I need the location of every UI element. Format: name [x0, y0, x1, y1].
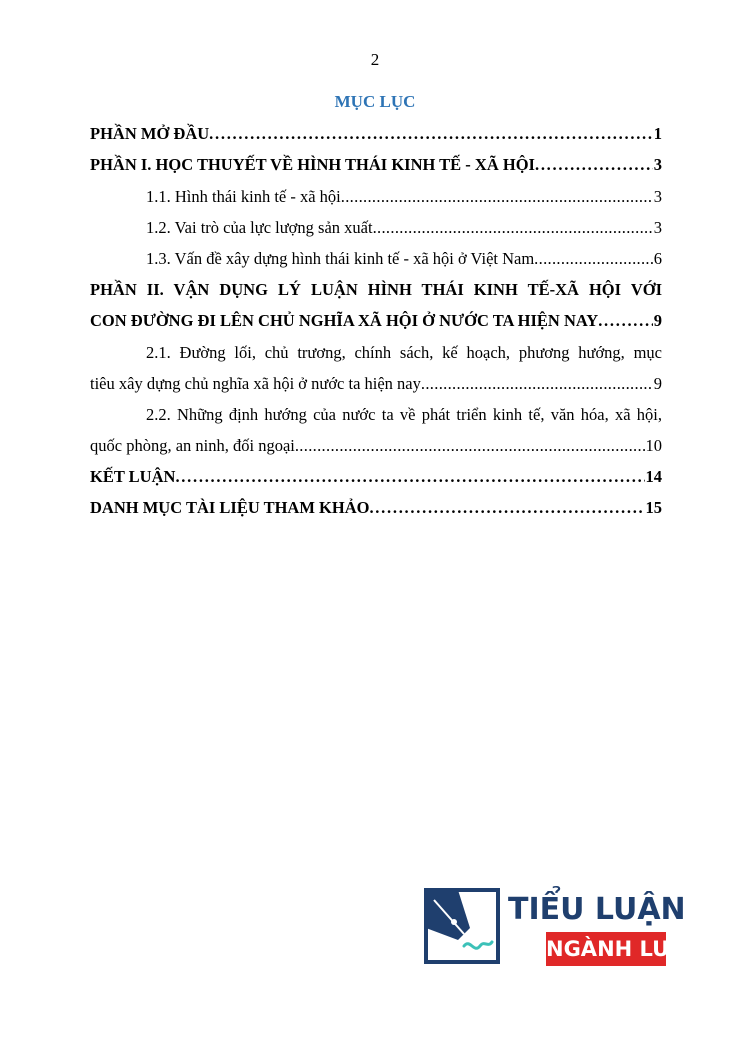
toc-entry-2-1-line1[interactable]: 2.1. Đường lối, chủ trương, chính sách, kế hoạch, phương hướng, mục [146, 343, 662, 362]
toc-entry-phan-2-line1[interactable]: PHẦN II. VẬN DỤNG LÝ LUẬN HÌNH THÁI KINH TẾ-XÃ HỘI VỚI [90, 280, 662, 299]
fountain-pen-icon [424, 888, 500, 964]
toc-entry-page: 3 [653, 218, 662, 237]
toc-entry-page: 15 [645, 498, 662, 517]
toc-entry-page: 10 [645, 436, 662, 455]
toc-entry-page: 1 [653, 124, 662, 143]
toc-entry-ket-luan[interactable] [90, 467, 662, 493]
toc-entry-1-3[interactable] [146, 249, 662, 275]
toc-entry-phan-2[interactable] [90, 311, 662, 337]
toc-entry-text: PHẦN I. HỌC THUYẾT VỀ HÌNH THÁI KINH TẾ - XÃ HỘI [90, 155, 535, 174]
toc-entry-text: 1.2. Vai trò của lực lượng sản xuất [146, 218, 373, 237]
toc-entry-text: KẾT LUẬN [90, 467, 176, 486]
page-number: 2 [370, 50, 380, 69]
toc-entry-2-2[interactable] [90, 436, 662, 462]
toc-entry-text: 1.3. Vấn đề xây dựng hình thái kinh tế - xã hội ở Việt Nam [146, 249, 535, 268]
toc-title: MỤC LỤC [334, 92, 416, 111]
toc-entry-text: 1.1. Hình thái kinh tế - xã hội [146, 187, 341, 206]
toc-entry-text: quốc phòng, an ninh, đối ngoại [90, 436, 295, 455]
logo-text-nganh-luat: NGÀNH LUẬT [546, 932, 666, 966]
toc-entry-1-1[interactable] [146, 187, 662, 213]
toc-entry-text: CON ĐƯỜNG ĐI LÊN CHỦ NGHĨA XÃ HỘI Ở NƯỚC TA HIỆN NAY [90, 311, 599, 330]
toc-entry-text: DANH MỤC TÀI LIỆU THAM KHẢO [90, 498, 370, 517]
toc-entry-page: 6 [653, 249, 662, 268]
toc-entry-page: 3 [653, 187, 662, 206]
toc-entry-phan-mo-dau[interactable] [90, 124, 662, 150]
toc-entry-page: 14 [645, 467, 662, 486]
toc-entry-text: tiêu xây dựng chủ nghĩa xã hội ở nước ta hiện nay [90, 374, 421, 393]
watermark-logo [424, 888, 700, 968]
toc-entry-phan-1[interactable] [90, 155, 662, 181]
toc-entry-2-2-line1[interactable]: 2.2. Những định hướng của nước ta về phát triển kinh tế, văn hóa, xã hội, [146, 405, 662, 424]
toc-entry-text: PHẦN MỞ ĐẦU [90, 124, 210, 143]
toc-entry-2-1[interactable] [90, 374, 662, 400]
toc-entry-page: 9 [653, 311, 662, 330]
logo-text-tieu-luan: TIỂU LUẬN [508, 892, 686, 927]
toc-entry-page: 9 [653, 374, 662, 393]
toc-entry-tai-lieu[interactable] [90, 498, 662, 524]
toc-entry-1-2[interactable] [146, 218, 662, 244]
toc-entry-page: 3 [653, 155, 662, 174]
